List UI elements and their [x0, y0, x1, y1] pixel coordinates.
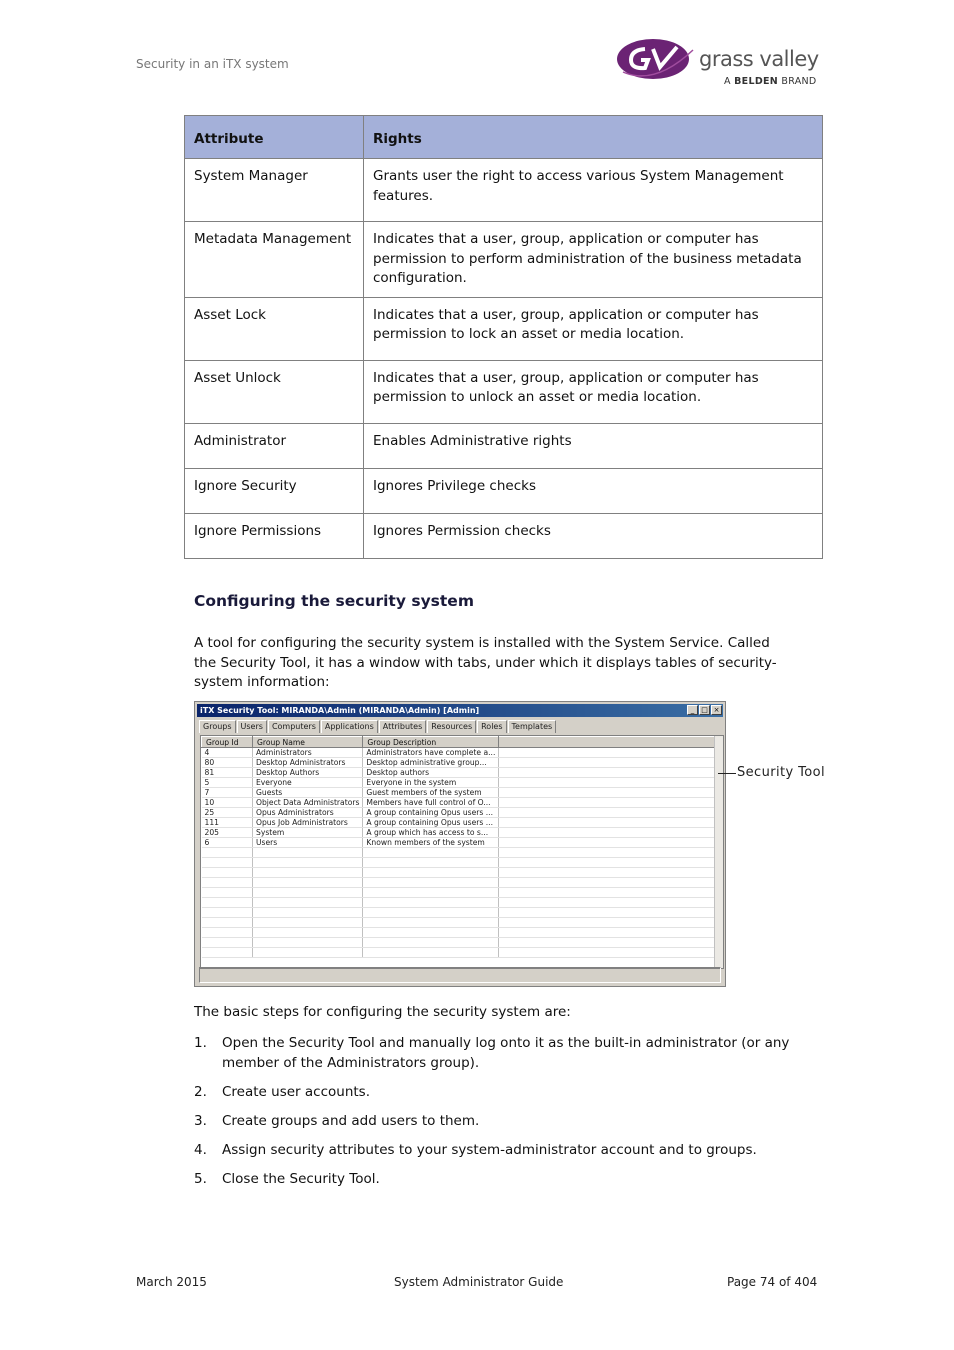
footer-doc-title: System Administrator Guide [394, 1275, 564, 1289]
table-row[interactable] [202, 858, 717, 868]
rights-cell: Indicates that a user, group, application or computer has permission to unlock an asset or media location. [364, 360, 823, 423]
grid-cell: Desktop authors [363, 768, 499, 778]
tab-groups[interactable]: Groups [199, 720, 236, 733]
grid-header-group-name[interactable]: Group Name [253, 737, 363, 748]
grid-cell: A group containing Opus users ... [363, 818, 499, 828]
table-row [185, 297, 823, 360]
step-number: 5. [194, 1170, 207, 1187]
table-row[interactable] [202, 798, 717, 808]
grid-cell [499, 778, 717, 788]
section-intro: A tool for configuring the security system is installed with the System Service. Called the Security Tool, it has a window with tabs, under which it displays tables of security-system information: [194, 635, 777, 690]
grid-cell [499, 858, 717, 868]
table-row[interactable] [202, 918, 717, 928]
grid-cell: Opus Job Administrators [253, 818, 363, 828]
window-title: Security Tool: MIRANDA\Admin (MIRANDA\Admin) [Admin] [217, 706, 480, 715]
attribute-cell: Metadata Management [185, 222, 364, 298]
grid-cell [363, 868, 499, 878]
grid-cell [363, 898, 499, 908]
attribute-cell: Ignore Permissions [185, 513, 364, 558]
grid-cell [499, 908, 717, 918]
grid-cell [253, 888, 363, 898]
table-row[interactable] [202, 838, 717, 848]
grid-cell [499, 828, 717, 838]
grid-cell [253, 928, 363, 938]
grass-valley-logo [615, 36, 820, 92]
grid-cell [499, 838, 717, 848]
column-header-attribute: Attribute [185, 116, 364, 159]
rights-cell: Grants user the right to access various System Management features. [364, 159, 823, 222]
list-item [194, 1112, 794, 1132]
rights-cell: Ignores Permission checks [364, 513, 823, 558]
tab-roles[interactable]: Roles [477, 720, 506, 733]
grid-cell [499, 878, 717, 888]
callout-line [718, 773, 736, 774]
grid-cell: Users [253, 838, 363, 848]
step-text: Open the Security Tool and manually log onto it as the built-in administrator (or any member of the Administrators group). [222, 1035, 790, 1071]
grid-cell [202, 918, 253, 928]
grid-cell [202, 858, 253, 868]
grid-cell [363, 888, 499, 898]
footer-page-number: Page 74 of 404 [727, 1275, 818, 1289]
table-row [185, 159, 823, 222]
attribute-cell: Asset Unlock [185, 360, 364, 423]
grid-cell [253, 918, 363, 928]
grid-cell [253, 858, 363, 868]
table-row[interactable] [202, 938, 717, 948]
logo-wordmark: grass valley [699, 47, 819, 71]
table-row[interactable] [202, 758, 717, 768]
grid-cell: Desktop Administrators [253, 758, 363, 768]
tab-computers[interactable]: Computers [268, 720, 320, 733]
grid-cell: Members have full control of O... [363, 798, 499, 808]
grid-cell [202, 888, 253, 898]
list-item [194, 1170, 794, 1190]
grid-cell [253, 848, 363, 858]
table-row[interactable] [202, 948, 717, 958]
minimize-icon[interactable]: _ [687, 705, 698, 715]
grid-cell [253, 948, 363, 958]
grid-cell: 5 [202, 778, 253, 788]
step-number: 3. [194, 1112, 207, 1129]
grid-cell [499, 868, 717, 878]
rights-cell: Ignores Privilege checks [364, 468, 823, 513]
gv-logo-icon [615, 36, 697, 82]
grid-cell [202, 898, 253, 908]
step-text: Create groups and add users to them. [222, 1112, 480, 1129]
security-tool-screenshot [194, 701, 726, 987]
grid-cell [253, 898, 363, 908]
grid-header-group-id[interactable]: Group Id [202, 737, 253, 748]
grid-cell: Guest members of the system [363, 788, 499, 798]
tab-strip [199, 720, 557, 733]
grid-cell [363, 918, 499, 928]
step-number: 2. [194, 1083, 207, 1100]
rights-cell: Indicates that a user, group, application or computer has permission to lock an asset or media location. [364, 297, 823, 360]
grid-cell: Administrators [253, 748, 363, 758]
grid-cell: 6 [202, 838, 253, 848]
grid-cell: Administrators have complete a... [363, 748, 499, 758]
grid-cell [253, 908, 363, 918]
grid-cell: Everyone [253, 778, 363, 788]
grid-cell [499, 848, 717, 858]
tab-resources[interactable]: Resources [427, 720, 476, 733]
rights-cell: Enables Administrative rights [364, 423, 823, 468]
close-icon[interactable]: × [711, 705, 722, 715]
footer-date: March 2015 [136, 1275, 207, 1289]
grid-cell: Desktop Authors [253, 768, 363, 778]
grid-cell: 10 [202, 798, 253, 808]
grid-cell [499, 748, 717, 758]
tab-users[interactable]: Users [237, 720, 267, 733]
table-row[interactable] [202, 788, 717, 798]
step-text: Close the Security Tool. [222, 1170, 380, 1187]
groups-grid [200, 735, 724, 969]
table-row[interactable] [202, 828, 717, 838]
grid-cell: System [253, 828, 363, 838]
grid-cell [499, 818, 717, 828]
step-text: Create user accounts. [222, 1083, 370, 1100]
grid-cell [202, 878, 253, 888]
grid-cell [499, 788, 717, 798]
logo-brand-line: A BELDEN BRAND [724, 76, 817, 87]
app-badge: iTX [200, 706, 215, 715]
grid-cell [253, 868, 363, 878]
grid-cell [202, 908, 253, 918]
grid-cell [499, 758, 717, 768]
grid-cell [202, 938, 253, 948]
steps-intro: The basic steps for configuring the security system are: [194, 1004, 571, 1020]
list-item [194, 1083, 794, 1103]
attributes-table [184, 115, 823, 559]
list-item [194, 1034, 794, 1073]
grid-cell [363, 908, 499, 918]
grid-cell [499, 798, 717, 808]
grid-cell: Everyone in the system [363, 778, 499, 788]
table-row[interactable] [202, 848, 717, 858]
column-header-rights: Rights [364, 116, 823, 159]
grid-cell [499, 928, 717, 938]
running-header: Security in an iTX system [136, 57, 289, 71]
grid-cell: 4 [202, 748, 253, 758]
window-controls [686, 705, 722, 716]
grid-cell [499, 888, 717, 898]
grid-header-filler [499, 737, 717, 748]
grid-cell [499, 918, 717, 928]
step-text: Assign security attributes to your system-administrator account and to groups. [222, 1141, 757, 1158]
attribute-cell: System Manager [185, 159, 364, 222]
grid-cell: Opus Administrators [253, 808, 363, 818]
table-row[interactable] [202, 888, 717, 898]
grid-header-group-description[interactable]: Group Description [363, 737, 499, 748]
table-row [185, 468, 823, 513]
grid-cell [202, 948, 253, 958]
grid-cell: 111 [202, 818, 253, 828]
table-row [185, 423, 823, 468]
grid-cell: 81 [202, 768, 253, 778]
table-row [185, 222, 823, 298]
grid-cell [363, 878, 499, 888]
table-row[interactable] [202, 908, 717, 918]
grid-cell [363, 938, 499, 948]
grid-cell [363, 948, 499, 958]
grid-cell [363, 848, 499, 858]
grid-cell: A group which has access to s... [363, 828, 499, 838]
grid-cell: Object Data Administrators [253, 798, 363, 808]
maximize-icon[interactable]: □ [699, 705, 710, 715]
grid-cell: 80 [202, 758, 253, 768]
section-heading: Configuring the security system [194, 592, 474, 610]
table-row[interactable] [202, 898, 717, 908]
table-row[interactable] [202, 868, 717, 878]
callout-label: Security Tool [737, 765, 825, 780]
table-row[interactable] [202, 748, 717, 758]
grid-cell: Guests [253, 788, 363, 798]
grid-cell: A group containing Opus users ... [363, 808, 499, 818]
tab-applications[interactable]: Applications [321, 720, 378, 733]
attribute-cell: Ignore Security [185, 468, 364, 513]
grid-cell: 205 [202, 828, 253, 838]
grid-cell [499, 938, 717, 948]
table-row[interactable] [202, 878, 717, 888]
grid-cell [253, 878, 363, 888]
grid-cell: 7 [202, 788, 253, 798]
grid-cell: 25 [202, 808, 253, 818]
grid-cell [363, 858, 499, 868]
table-row[interactable] [202, 818, 717, 828]
tab-templates[interactable]: Templates [508, 720, 557, 733]
window-title-bar [197, 704, 723, 717]
list-item [194, 1141, 794, 1161]
attribute-cell: Asset Lock [185, 297, 364, 360]
status-bar [199, 967, 721, 983]
grid-cell [499, 948, 717, 958]
grid-cell [363, 928, 499, 938]
grid-cell [499, 808, 717, 818]
table-row[interactable] [202, 808, 717, 818]
step-number: 1. [194, 1035, 207, 1051]
attribute-cell: Administrator [185, 423, 364, 468]
tab-attributes[interactable]: Attributes [379, 720, 427, 733]
grid-cell [202, 848, 253, 858]
grid-cell [202, 928, 253, 938]
step-number: 4. [194, 1141, 207, 1158]
grid-cell [499, 898, 717, 908]
table-row[interactable] [202, 928, 717, 938]
grid-cell: Known members of the system [363, 838, 499, 848]
grid-cell [499, 768, 717, 778]
grid-scrollbar[interactable] [714, 736, 723, 968]
grid-cell: Desktop administrative group... [363, 758, 499, 768]
rights-cell: Indicates that a user, group, application or computer has permission to perform administration of the business metadata configuration. [364, 222, 823, 298]
steps-list [194, 1034, 794, 1199]
table-row[interactable] [202, 778, 717, 788]
grid-cell [202, 868, 253, 878]
table-row [185, 513, 823, 558]
grid-cell [253, 938, 363, 948]
table-row [185, 360, 823, 423]
table-row[interactable] [202, 768, 717, 778]
